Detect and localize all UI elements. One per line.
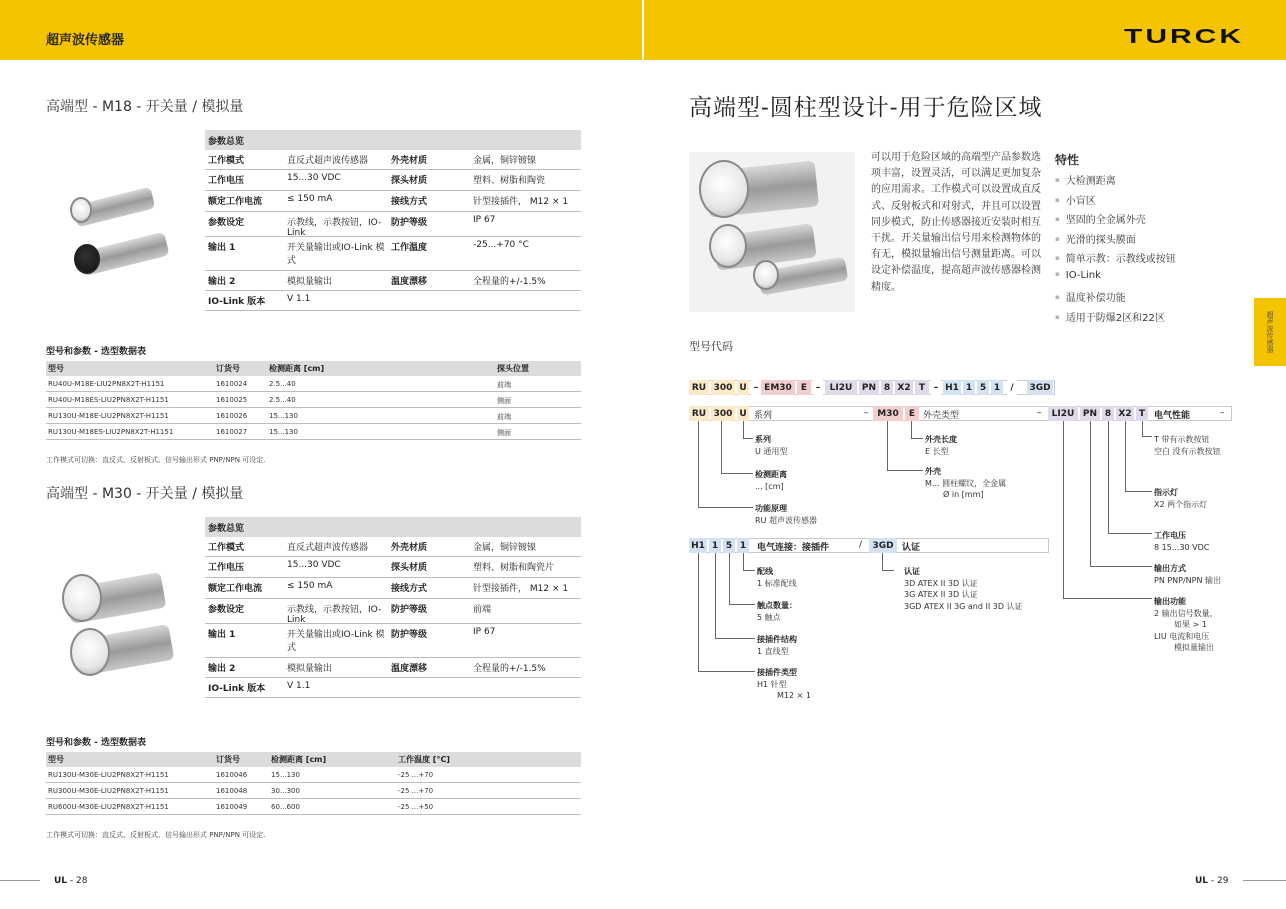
features-title: 特性 — [1055, 153, 1080, 167]
param-cell: 接线方式 — [391, 197, 428, 207]
select-header-cell: 工作温度 [°C] — [398, 755, 450, 764]
table-cell: 15...130 — [269, 428, 298, 436]
electrical-label: 电气性能 — [1154, 411, 1191, 421]
code-segment: – — [751, 380, 761, 395]
table-cell: 1610024 — [216, 380, 248, 388]
param-cell: ≤ 150 mA — [287, 194, 333, 204]
code-h1: H1 — [689, 538, 707, 553]
param-cell: 金属，铜锌镀镍 — [473, 156, 537, 166]
dash-2: – — [1037, 408, 1042, 418]
annot-structure: 接插件结构 1 直线型 — [757, 635, 797, 656]
param-cell: 开关量输出或IO-Link 模式 — [287, 243, 385, 266]
param-cell: 塑料、树脂和陶瓷片 — [473, 563, 555, 573]
feature-item: ▪ 小盲区 — [1055, 192, 1176, 212]
param-row — [205, 271, 581, 291]
param-cell: 参数设定 — [208, 218, 245, 228]
annot-led: 指示灯 X2 两个指示灯 — [1154, 488, 1208, 509]
code-e: E — [905, 406, 919, 421]
table-row — [46, 376, 581, 392]
dash-3: – — [1220, 408, 1225, 418]
table-cell: 1610026 — [216, 412, 248, 420]
param-row — [205, 150, 581, 170]
code-segment: X2 — [895, 380, 913, 395]
table-cell: 前端 — [497, 381, 511, 389]
code-segment: 1 — [991, 380, 1003, 395]
m18-select-table — [46, 361, 581, 440]
code-segment: – — [813, 380, 823, 395]
param-cell: 开关量输出或IO-Link 模式 — [287, 630, 385, 653]
table-cell: RU40U-M18E-LIU2PN8X2T-H1151 — [48, 380, 165, 388]
param-row — [205, 658, 581, 678]
code-segment: T — [915, 380, 929, 395]
select-header-cell: 检测距离 [cm] — [271, 755, 327, 764]
table-cell: -25 ...+70 — [398, 787, 434, 795]
param-row — [205, 212, 581, 237]
param-cell: 直反式超声波传感器 — [287, 543, 369, 553]
code-3gd: 3GD — [869, 538, 897, 553]
param-cell: 示教线，示教按钮，IO-Link — [287, 218, 382, 238]
code-segment: / — [1007, 380, 1017, 395]
table-row — [46, 408, 581, 424]
table-row — [46, 767, 581, 783]
series-label: 系列 — [754, 411, 773, 421]
code-segment: 3GD — [1027, 380, 1053, 395]
code-pn: PN — [1080, 406, 1100, 421]
housing-label: 外壳类型 — [923, 411, 960, 421]
param-cell — [473, 678, 581, 697]
param-row — [205, 170, 581, 191]
param-row — [205, 624, 581, 658]
annot-wiring: 配线 1 标准配线 — [757, 567, 797, 588]
dash-1: – — [864, 408, 869, 418]
param-cell: 金属，铜锌镀镍 — [473, 543, 537, 553]
slash: / — [859, 540, 863, 550]
footer-line-right — [1243, 880, 1286, 881]
feature-item: ▪ 坚固的全金属外壳 — [1055, 211, 1176, 231]
annot-series: 系列 U 通用型 — [755, 435, 788, 456]
param-cell: IP 67 — [473, 627, 496, 637]
table-row — [46, 783, 581, 799]
param-cell: 输出 2 — [208, 664, 236, 674]
select-header-cell: 型号 — [48, 364, 64, 373]
param-cell: 输出 1 — [208, 243, 236, 253]
param-cell: 防护等级 — [391, 605, 428, 615]
param-cell: 温度漂移 — [391, 664, 428, 674]
m18-select-title: 型号和参数 - 选型数据表 — [46, 347, 147, 357]
table-cell: RU130U-M18E-LIU2PN8X2T-H1151 — [48, 412, 169, 420]
annot-voltage: 工作电压 8 15...30 VDC — [1154, 531, 1210, 552]
code-segment: – — [931, 380, 941, 395]
code-segment: U — [737, 380, 749, 395]
m18-params-title: 参数总览 — [205, 130, 581, 150]
select-header-row — [46, 361, 581, 376]
product-description: 可以用于危险区域的高端型产品参数选项丰富，设置灵活，可以满足更加复杂的应用需求。工作模式可以设置成直反式、反射板式和对射式，并且可以设置同步模式，防止传感器接近安装时相互干扰。开关量输出信号用来检测物体的有无，模拟量输出信号测量距离。可以设定补偿温度，提高超声波传感器检测精度。 — [871, 152, 1041, 293]
annot-connector-type: 接插件类型 H1 针型 M12 × 1 — [757, 668, 811, 700]
table-row — [46, 392, 581, 408]
m18-note: 工作模式可切换：直反式、反射板式、信号输出形式 PNP/NPN 可设定. — [46, 456, 266, 464]
param-cell — [391, 291, 473, 310]
param-cell: 工作电压 — [208, 176, 245, 186]
param-cell: V 1.1 — [287, 294, 311, 304]
param-cell: 参数设定 — [208, 605, 245, 615]
param-cell: 针型接插件， M12 × 1 — [473, 584, 569, 594]
code-segment: LI2U — [825, 380, 857, 395]
code-1b: 1 — [737, 538, 749, 553]
table-cell: RU130U-M30E-LIU2PN8X2T-H1151 — [48, 771, 169, 779]
table-cell: 1610048 — [216, 787, 248, 795]
param-cell: ≤ 150 mA — [287, 581, 333, 591]
m18-params-table — [205, 130, 581, 311]
code-li2u: LI2U — [1048, 406, 1078, 421]
annot-output: 输出方式 PN PNP/NPN 输出 — [1154, 564, 1222, 585]
param-cell: 防护等级 — [391, 630, 428, 640]
code-segment: 300 — [711, 380, 735, 395]
param-row — [205, 237, 581, 271]
param-cell: 外壳材质 — [391, 156, 428, 166]
table-cell: -25 ...+70 — [398, 771, 434, 779]
param-cell: 模拟量输出 — [287, 277, 333, 287]
code-u: U — [737, 406, 749, 421]
footer-line-left — [0, 880, 40, 881]
table-cell: 1610049 — [216, 803, 248, 811]
code-segment: EM30 — [761, 380, 795, 395]
param-cell: V 1.1 — [287, 681, 311, 691]
param-cell: 示教线，示教按钮，IO-Link — [287, 605, 382, 625]
param-cell: 模拟量输出 — [287, 664, 333, 674]
m18-product-image — [46, 150, 202, 320]
code-300: 300 — [711, 406, 735, 421]
annot-principle: 功能原理 RU 超声波传感器 — [755, 504, 817, 525]
m30-select-title: 型号和参数 - 选型数据表 — [46, 738, 147, 748]
m30-product-image — [46, 540, 202, 710]
annot-housing: 外壳 M... 圆柱螺纹，全金属 Ø in [mm] — [925, 467, 1007, 499]
code-1a: 1 — [709, 538, 721, 553]
param-cell — [391, 678, 473, 697]
param-cell: 15...30 VDC — [287, 560, 341, 570]
turck-logo: TURCK — [1124, 26, 1244, 48]
table-cell: 30...300 — [271, 787, 300, 795]
code-segment: 1 — [963, 380, 975, 395]
param-row — [205, 537, 581, 557]
annot-cert: 认证 3D ATEX II 3D 认证 3G ATEX II 3D 认证 3GD ATEX II 3G and II 3D 认证 — [904, 567, 1023, 611]
annot-teach: T 带有示教按钮 空白 没有示教按钮 — [1154, 435, 1221, 456]
table-cell: 2.5...40 — [269, 380, 296, 388]
m30-params-title: 参数总览 — [205, 517, 581, 537]
code-m30: M30 — [873, 406, 903, 421]
side-tab[interactable]: 超声波传感器 — [1254, 298, 1286, 366]
code-5: 5 — [723, 538, 735, 553]
annot-contacts: 触点数量： 5 触点 — [757, 601, 797, 622]
param-cell: 额定工作电流 — [208, 197, 263, 207]
select-header-cell: 探头位置 — [497, 364, 529, 373]
table-cell: 60...600 — [271, 803, 300, 811]
table-row — [46, 424, 581, 440]
param-cell: 直反式超声波传感器 — [287, 156, 369, 166]
cert-label: 认证 — [902, 543, 921, 553]
param-cell: 全程量的+/-1.5% — [473, 664, 546, 674]
select-header-cell: 型号 — [48, 755, 64, 764]
param-cell: 工作温度 — [391, 243, 428, 253]
feature-item: ▪ 适用于防爆2区和22区 — [1055, 309, 1176, 329]
feature-item: ▪ IO-Link — [1055, 270, 1176, 290]
type-code-title: 型号代码 — [689, 340, 733, 353]
param-row — [205, 557, 581, 578]
param-cell: IO-Link 版本 — [208, 297, 266, 307]
code-segment: H1 — [943, 380, 961, 395]
param-cell: -25...+70 °C — [473, 240, 529, 250]
param-cell — [473, 291, 581, 310]
param-cell: 温度漂移 — [391, 277, 428, 287]
code-t: T — [1136, 406, 1148, 421]
header-title: 超声波传感器 — [46, 33, 125, 48]
table-cell: 1610025 — [216, 396, 248, 404]
m30-heading: 高端型 - M30 - 开关量 / 模拟量 — [46, 486, 244, 502]
table-cell: 前端 — [497, 413, 511, 421]
table-cell: 侧面 — [497, 429, 511, 437]
select-header-cell: 订货号 — [216, 364, 240, 373]
param-row — [205, 191, 581, 212]
table-cell: 侧面 — [497, 397, 511, 405]
table-row — [46, 799, 581, 815]
param-row — [205, 291, 581, 311]
param-cell: 全程量的+/-1.5% — [473, 277, 546, 287]
table-cell: 1610027 — [216, 428, 248, 436]
hero-product-image — [689, 152, 855, 312]
param-cell: 针型接插件， M12 × 1 — [473, 197, 569, 207]
param-cell: 探头材质 — [391, 176, 428, 186]
param-cell: 接线方式 — [391, 584, 428, 594]
m30-select-table — [46, 752, 581, 815]
code-x2: X2 — [1116, 406, 1134, 421]
feature-item: ▪ 简单示教：示教线或按钮 — [1055, 250, 1176, 270]
code-segment: PN — [859, 380, 879, 395]
param-cell: 输出 2 — [208, 277, 236, 287]
param-cell: 15...30 VDC — [287, 173, 341, 183]
annot-function: 输出功能 2 输出信号数量， 如果 > 1 LIU 电流和电压 模拟量输出 — [1154, 597, 1218, 652]
features-list — [1055, 172, 1176, 328]
param-cell: 塑料、树脂和陶瓷 — [473, 176, 546, 186]
connection-label: 电气连接：接插件 — [757, 543, 830, 553]
param-cell: IP 67 — [473, 215, 496, 225]
code-segment: RU — [689, 380, 709, 395]
code-segment: E — [797, 380, 811, 395]
table-cell: RU300U-M30E-LIU2PN8X2T-H1151 — [48, 787, 169, 795]
param-row — [205, 678, 581, 698]
param-row — [205, 578, 581, 599]
annot-range: 检测距离 ... [cm] — [755, 470, 787, 491]
table-cell: RU130U-M18ES-LIU2PN8X2T-H1151 — [48, 428, 174, 436]
annot-length: 外壳长度 E 长型 — [925, 435, 957, 456]
param-cell: 输出 1 — [208, 630, 236, 640]
code-8: 8 — [1102, 406, 1114, 421]
select-header-cell: 订货号 — [216, 755, 240, 764]
feature-item: ▪ 温度补偿功能 — [1055, 289, 1176, 309]
param-row — [205, 599, 581, 624]
m30-params-table — [205, 517, 581, 698]
param-cell: 防护等级 — [391, 218, 428, 228]
code-segment: 5 — [977, 380, 989, 395]
table-cell: 15...130 — [271, 771, 300, 779]
select-header-cell: 检测距离 [cm] — [269, 364, 325, 373]
select-header-row — [46, 752, 581, 767]
feature-item: ▪ 大检测距离 — [1055, 172, 1176, 192]
table-cell: 1610046 — [216, 771, 248, 779]
page-number-left: UL - 28 — [54, 876, 88, 886]
code-ru: RU — [689, 406, 709, 421]
table-cell: 15...130 — [269, 412, 298, 420]
code-segment: 8 — [881, 380, 893, 395]
table-cell: RU600U-M30E-LIU2PN8X2T-H1151 — [48, 803, 169, 811]
param-cell: 外壳材质 — [391, 543, 428, 553]
m18-heading: 高端型 - M18 - 开关量 / 模拟量 — [46, 99, 244, 115]
feature-item: ▪ 光滑的探头膜面 — [1055, 231, 1176, 251]
page-number-right: UL - 29 — [1195, 876, 1229, 886]
param-cell: 工作模式 — [208, 156, 245, 166]
table-cell: 2.5...40 — [269, 396, 296, 404]
param-cell: IO-Link 版本 — [208, 684, 266, 694]
table-cell: RU40U-M18ES-LIU2PN8X2T-H1151 — [48, 396, 169, 404]
page-title: 高端型-圆柱型设计-用于危险区域 — [689, 95, 1043, 121]
param-cell: 前端 — [473, 605, 492, 615]
m30-note: 工作模式可切换：直反式、反射板式、信号输出形式 PNP/NPN 可设定. — [46, 831, 266, 839]
table-cell: -25 ...+50 — [398, 803, 434, 811]
param-cell: 探头材质 — [391, 563, 428, 573]
param-cell: 工作模式 — [208, 543, 245, 553]
param-cell: 额定工作电流 — [208, 584, 263, 594]
param-cell: 工作电压 — [208, 563, 245, 573]
